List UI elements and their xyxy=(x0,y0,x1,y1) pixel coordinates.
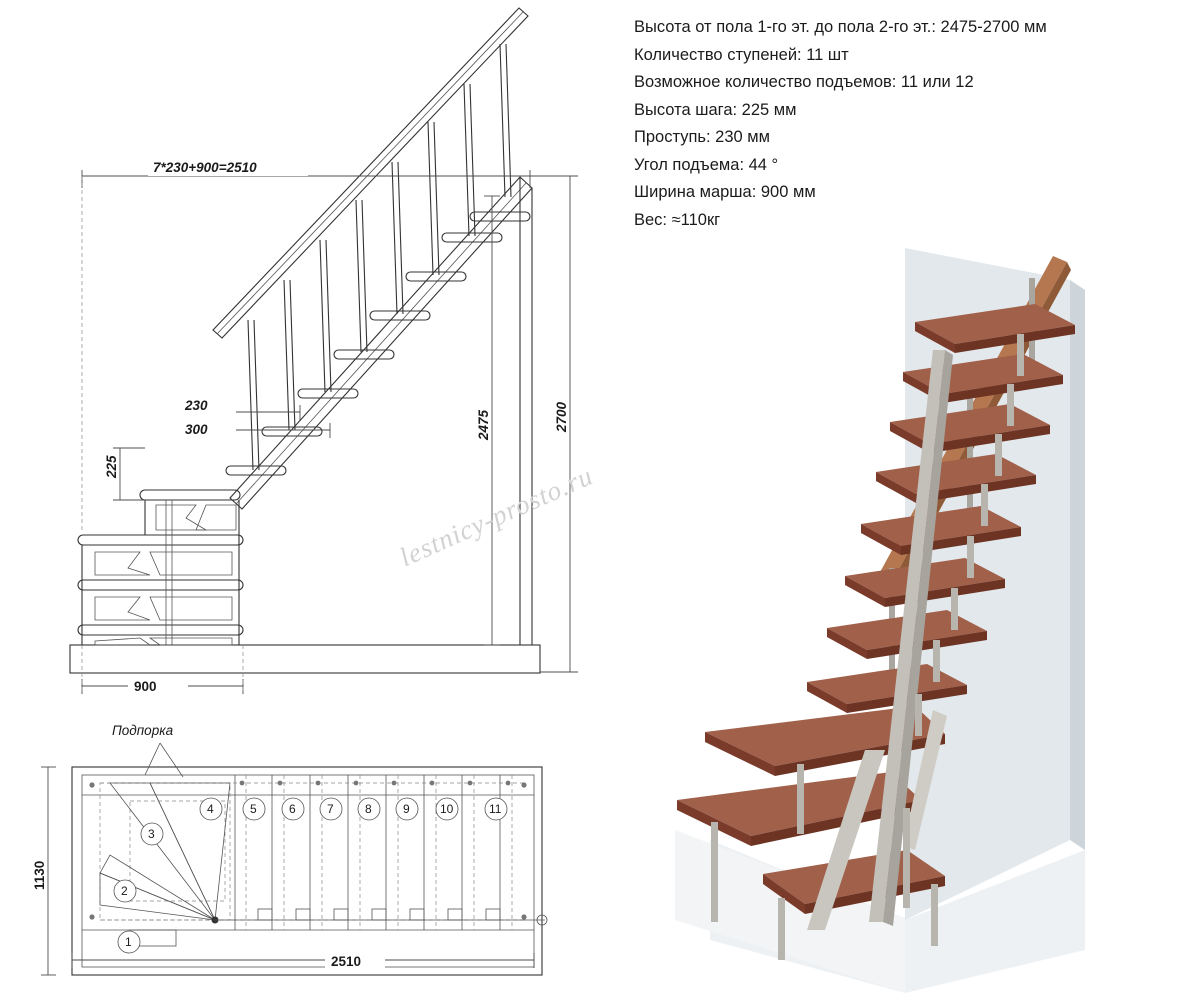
elevation-drawing xyxy=(0,0,620,730)
step-number-2: 2 xyxy=(121,884,128,898)
spec-line-height-total: Высота от пола 1-го эт. до пола 2-го эт.: 2475-2700 мм xyxy=(634,18,1047,36)
step-number-3: 3 xyxy=(148,827,155,841)
riser-dim xyxy=(104,448,145,500)
step-number-8: 8 xyxy=(365,802,372,816)
iso-3d-view xyxy=(615,150,1191,993)
plan-drawing xyxy=(0,705,620,993)
step-number-5: 5 xyxy=(250,802,257,816)
plan-depth-dim xyxy=(32,767,56,975)
spec-line-risers-count: Возможное количество подъемов: 11 или 12 xyxy=(634,73,974,91)
step-number-4: 4 xyxy=(207,802,214,816)
height-floor-dim xyxy=(476,196,500,645)
step-number-6: 6 xyxy=(289,802,296,816)
width-dim xyxy=(82,645,243,694)
dim-height-2700: 2700 xyxy=(554,401,569,432)
step-number-11: 11 xyxy=(489,802,502,816)
step-number-1: 1 xyxy=(125,935,132,949)
run-dim xyxy=(82,156,530,530)
winder-block xyxy=(78,490,243,645)
step-number-7: 7 xyxy=(327,802,334,816)
floor-slab xyxy=(70,645,540,673)
step-number-9: 9 xyxy=(403,802,410,816)
spec-line-weight: Вес: ≈110кг xyxy=(634,210,721,229)
spec-line-march-width: Ширина марша: 900 мм xyxy=(634,183,816,201)
spec-line-tread: Проступь: 230 мм xyxy=(634,128,770,146)
spec-line-riser-height: Высота шага: 225 мм xyxy=(634,100,797,119)
balusters xyxy=(248,44,511,470)
dim-tread-300: 300 xyxy=(185,422,208,437)
dim-depth-1130: 1130 xyxy=(32,860,47,890)
spec-line-angle: Угол подъема: 44 ° xyxy=(634,155,779,174)
dim-width-900: 900 xyxy=(134,679,157,694)
spec-line-steps-count: Количество ступеней: 11 шт xyxy=(634,45,849,64)
plan-length-dim xyxy=(72,950,534,969)
dim-length-2510: 2510 xyxy=(331,954,362,969)
plan-treads xyxy=(82,775,547,946)
dim-height-2475: 2475 xyxy=(476,409,491,440)
height-total-dim xyxy=(530,176,578,672)
dim-run-formula: 7*230+900=2510 xyxy=(153,160,257,175)
dim-riser-225: 225 xyxy=(104,455,119,478)
dim-tread-230: 230 xyxy=(185,398,208,413)
callout-label-support: Подпорка xyxy=(112,723,174,738)
support-callout xyxy=(112,723,183,777)
watermark: lestnicy-prosto.ru xyxy=(395,460,598,573)
step-number-10: 10 xyxy=(440,802,454,816)
